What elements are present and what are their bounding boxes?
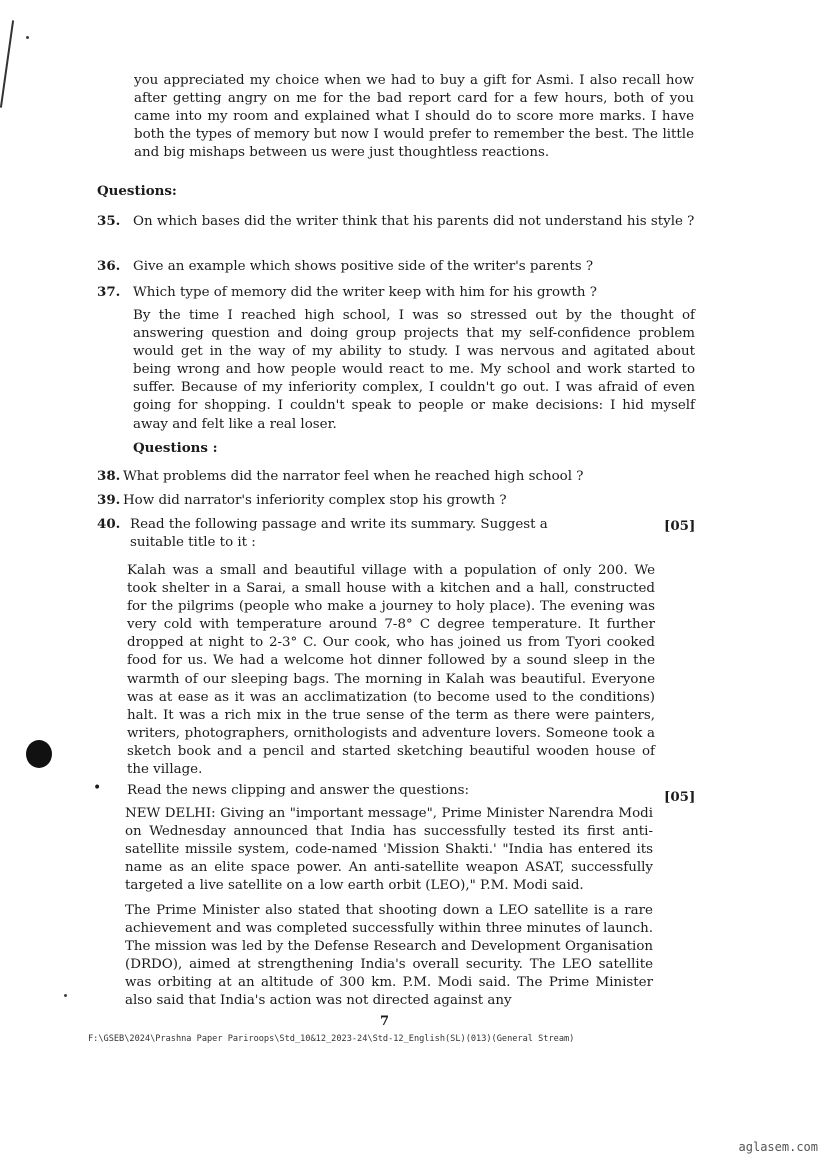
q40-number: 40. — [97, 516, 121, 532]
passage-top: you appreciated my choice when we had to buy a gift for Asmi. I also recall how after getting angry on me for the bad report card for a few hours, both of you came into my room and explained what I should do to score more marks. I have both the types of memory but now I would prefer to remember the best. The little and big mishaps between us were just thoughtless reactions. — [134, 73, 694, 161]
margin-pen-stroke — [0, 20, 14, 107]
q36-number: 36. — [97, 258, 121, 274]
speck — [26, 36, 29, 39]
q36-text: Give an example which shows positive side of the writer's parents ? — [133, 259, 594, 274]
q35-text: On which bases did the writer think that his parents did not understand his style ? — [133, 214, 695, 229]
q38-text: What problems did the narrator feel when he reached high school ? — [123, 469, 584, 484]
passage-2: By the time I reached high school, I was so stressed out by the thought of answering question and doing group projects that my self-confidence problem would get in the way of my ability to study. I was nervous and agitated about being wrong and how people would react to me. My school and work started to suffer. Because of my inferiority complex, I couldn't go out. I was afraid of even going for shopping. I couldn't speak to people or make decisions: I hid myself away and felt like a real loser. — [133, 308, 695, 432]
news-paragraph-1: NEW DELHI: Giving an "important message", Prime Minister Narendra Modi on Wednesday announced that India has successfully tested its first anti-satellite missile system, code-named 'Mission Shakti.' "India has entered its name as an elite space power. An anti-satellite weapon ASAT, successfully targeted a live satellite on a low earth orbit (LEO)," P.M. Modi said. — [125, 806, 653, 894]
news-marks: [05] — [664, 789, 696, 805]
q37-text: Which type of memory did the writer keep with him for his growth ? — [133, 285, 597, 300]
ink-blot — [26, 740, 52, 768]
news-paragraph-2: The Prime Minister also stated that shooting down a LEO satellite is a rare achievement and was completed successfully within three minutes of launch. The mission was led by the Defense Research and Development Organisation (DRDO), aimed at strengthening India's overall security. The LEO satellite was orbiting at an altitude of 300 km. P.M. Modi said. The Prime Minister also said that India's action was not directed against any — [125, 903, 653, 1009]
watermark: aglasem.com — [738, 1140, 818, 1154]
footer-file-path: F:\GSEB\2024\Prashna Paper Pariroops\Std_10&12_2023-24\Std-12_English(SL)(013)(General Stream) — [88, 1034, 575, 1044]
news-instruction: Read the news clipping and answer the questions: — [127, 783, 469, 798]
q38-number: 38. — [97, 468, 121, 484]
q40-marks: [05] — [664, 518, 696, 534]
passage-3: Kalah was a small and beautiful village with a population of only 200. We took shelter in a Sarai, a small house with a kitchen and a hall, constructed for the pilgrims (people who make a journey to holy place). The evening was very cold with temperature around 7-8° C degree temperature. It further dropped at night to 2-3° C. Our cook, who has joined us from Tyori cooked food for us. We had a welcome hot dinner followed by a sound sleep in the warmth of our sleeping bags. The morning in Kalah was beautiful. Everyone was at ease as it was an acclimatization (to become used to the conditions) halt. It was a rich mix in the true sense of the term as there were painters, writers, photographers, ornithologists and adventure lovers. Someone took a sketch book and a pencil and started sketching beautiful wooden house of the village. — [127, 563, 655, 778]
news-bullet: • — [93, 780, 102, 796]
questions-heading-2: Questions : — [133, 440, 218, 456]
q39-text: How did narrator's inferiority complex stop his growth ? — [123, 493, 507, 508]
speck — [64, 994, 67, 997]
q35-number: 35. — [97, 213, 121, 229]
q40-text: Read the following passage and write its summary. Suggest a suitable title to it : — [130, 517, 548, 551]
questions-heading-1: Questions: — [97, 183, 177, 199]
q39-number: 39. — [97, 492, 121, 508]
q37-number: 37. — [97, 284, 121, 300]
page-number: 7 — [380, 1014, 390, 1029]
